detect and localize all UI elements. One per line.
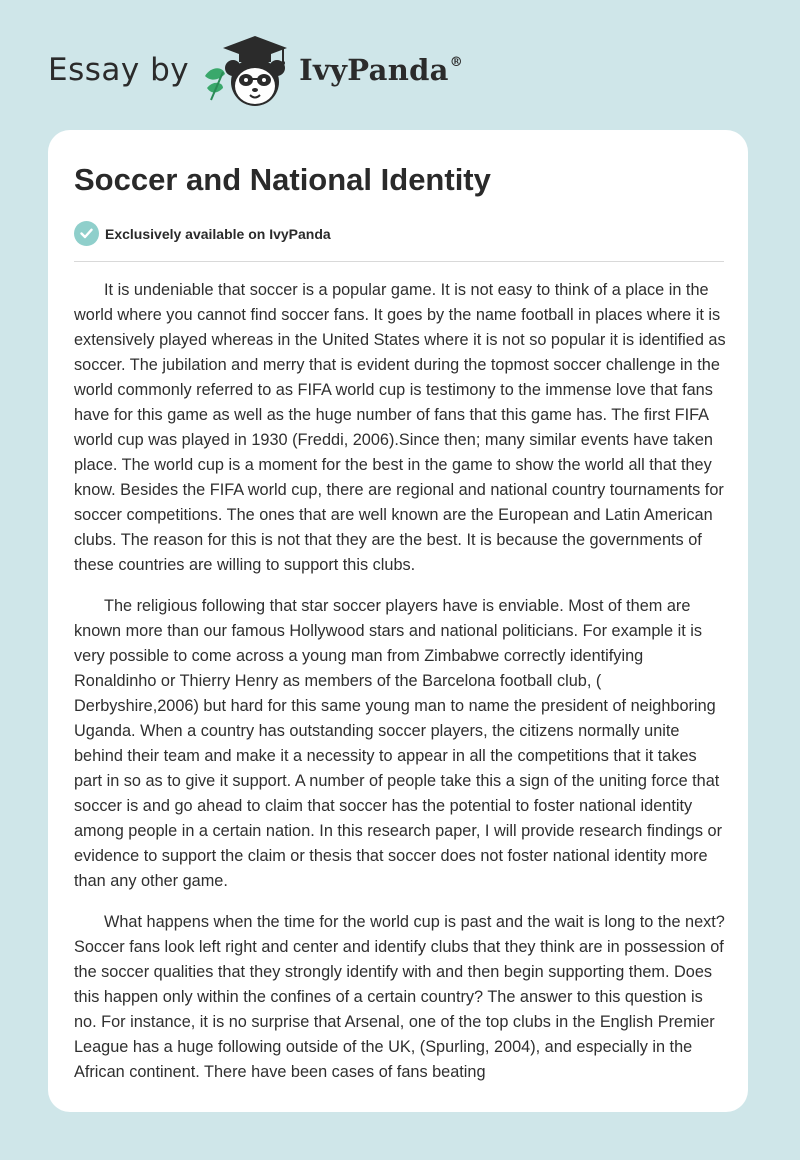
paragraph: What happens when the time for the world cup is past and the wait is long to the next? Soccer fans look left right and center and identify clubs that they think are in possession of the soccer qualities that they strongly identify with and then begin supporting them. Does this happen only within the confines of a certain country? The answer to this question is no. For instance, it is no surprise that Arsenal, one of the top clubs in the English Premier League has a huge following outside of the UK, (Spurling, 2004), and especially in the African continent. There have been cases of fans beating <box>74 913 725 1081</box>
registered-mark: ® <box>449 55 464 70</box>
paragraph: The religious following that star soccer players have is enviable. Most of them are known more than our famous Hollywood stars and national politicians. For example it is very possible to come across a young man from Zimbabwe correctly identifying Ronaldinho or Thierry Henry as members of the Barcelona football club, ( Derbyshire,2006) but hard for this same young man to name the president of neighboring Uganda. When a country has outstanding soccer players, the citizens normally unite behind their team and make it a necessity to appear in all the competitions that it takes part in so as to give it support. A number of people take this a sign of the uniting force that soccer is and go ahead to claim that soccer has the potential to foster national identity among people in a certain nation. In this research paper, I will provide research findings or evidence to support the claim or thesis that soccer does not foster national identity more than any other game. <box>74 597 722 890</box>
page-title: Soccer and National Identity <box>74 162 491 197</box>
paragraph: It is undeniable that soccer is a popular game. It is not easy to think of a place in the world where you cannot find soccer fans. It goes by the name football in places where it is extensively played whereas in the United States where it is not so popular it is identified as soccer. The jubilation and merry that is evident during the topmost soccer challenge in the world commonly referred to as FIFA world cup is testimony to the immense love that fans have for this game as well as the huge number of fans that this game has. The first FIFA world cup was played in 1930 (Freddi, 2006).Since then; many similar events have taken place. The world cup is a moment for the best in the game to show the world all that they know. Besides the FIFA world cup, there are regional and national country tournaments for soccer competitions. The ones that are well known are the European and Latin American clubs. The reason for this is not that they are the best. It is because the governments of these countries are willing to support this clubs. <box>74 281 726 574</box>
exclusive-badge <box>74 221 331 246</box>
essay-body <box>74 278 728 1101</box>
divider <box>74 261 724 262</box>
panda-logo-icon[interactable] <box>201 30 293 110</box>
check-icon <box>74 221 99 246</box>
brand-name[interactable]: IvyPanda® <box>299 53 464 87</box>
site-header <box>48 30 463 110</box>
badge-label: Exclusively available on IvyPanda <box>105 225 331 242</box>
essay-card <box>48 130 748 1112</box>
essay-by-label: Essay by <box>48 52 190 88</box>
